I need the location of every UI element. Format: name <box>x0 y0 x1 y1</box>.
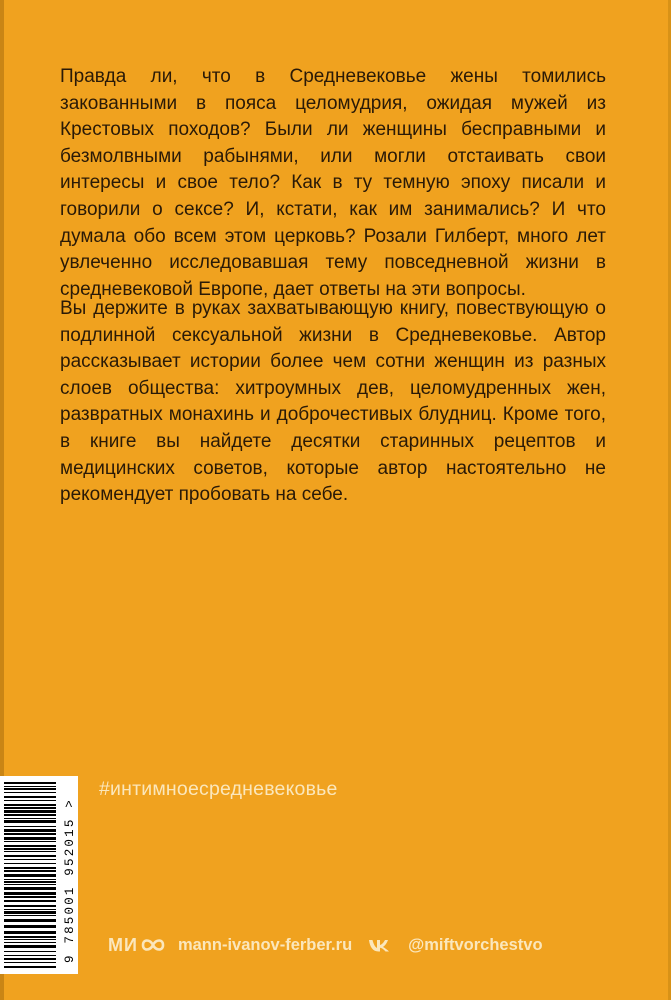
barcode-bar <box>4 786 56 787</box>
barcode-bar <box>4 870 56 872</box>
barcode-bar <box>4 782 56 784</box>
barcode-bar <box>4 855 56 857</box>
barcode-bar <box>4 942 56 943</box>
barcode-bar <box>4 833 56 835</box>
publisher-website[interactable]: mann-ivanov-ferber.ru <box>177 935 353 954</box>
barcode-bar <box>4 874 56 877</box>
barcode-bar <box>4 800 56 801</box>
social-handle[interactable]: @miftvorchestvo <box>408 935 543 954</box>
barcode-bar <box>4 945 56 948</box>
barcode-bar <box>4 925 56 928</box>
blurb-paragraph-2: Вы держите в руках захватывающую книгу, повествующую о подлинной сексуальной жизни в Средневековье. Автор рассказывает истории более чем сотни женщин из разных слоев общества: хитроумных дев, целомудренных жен, развратных монахинь и доброчестивых блудниц. Кроме того, в книге вы найдете десятки старинных рецептов и медицинских советов, которые автор настоятельно не рекомендует пробовать на себе. <box>60 298 606 506</box>
barcode-bar <box>4 900 56 902</box>
barcode-bar <box>4 796 56 798</box>
barcode-bar <box>4 851 56 852</box>
barcode-bar <box>4 955 56 956</box>
barcode-bar <box>4 879 56 880</box>
publisher-footer <box>108 930 543 960</box>
hashtag: #интимноесредневековье <box>99 778 338 800</box>
barcode-bar <box>4 881 56 883</box>
barcode-bar <box>4 837 56 840</box>
barcode-bar <box>4 962 56 963</box>
barcode-bar <box>4 818 56 819</box>
barcode-bar <box>4 820 56 823</box>
barcode-bar <box>4 966 56 968</box>
barcode-bar <box>4 863 56 864</box>
barcode-bar <box>4 814 56 816</box>
barcode-bar <box>4 896 56 898</box>
barcode-bar <box>4 884 56 885</box>
barcode-bar <box>4 939 56 940</box>
infinity-icon <box>140 937 166 953</box>
logo-text: МИ <box>108 934 138 955</box>
barcode-bar <box>4 826 56 827</box>
barcode-bar <box>4 792 56 793</box>
barcode-bar <box>4 958 56 960</box>
barcode-bar <box>4 905 56 907</box>
publisher-logo <box>108 935 166 956</box>
barcode-bar <box>4 951 56 952</box>
barcode-bar <box>4 807 56 809</box>
barcode-bar <box>4 829 56 832</box>
blurb-paragraph-1: Правда ли, что в Средневековье жены томились закованными в пояса целомудрия, ожидая мужей из Крестовых походов? Были ли женщины бесправными и безмолвными рабынями, или могли отстаивать свои интересы и свое тело? Как в ту темную эпоху писали и говорили о сексе? И, кстати, как им занимались? И что думала обо всем этом церковь? Розали Гилберт, много лет увлеченно исследовавшая тему повседневной жизни в средневековой Европе, дает ответы на эти вопросы. <box>60 66 606 300</box>
barcode-bar <box>4 931 56 934</box>
barcode-bar <box>4 892 56 895</box>
barcode-bar <box>4 867 56 869</box>
barcode-digits: 9 785001 952015 > <box>63 798 77 963</box>
barcode-bar <box>4 909 56 910</box>
barcode-bar <box>4 848 56 850</box>
barcode-bar <box>4 841 56 842</box>
barcode-bar <box>4 911 56 914</box>
vk-icon[interactable] <box>368 938 390 952</box>
barcode-bar <box>4 788 56 790</box>
barcode-bar <box>4 804 56 806</box>
isbn-barcode <box>0 776 78 974</box>
barcode-bar <box>4 887 56 890</box>
barcode-bar <box>4 919 56 922</box>
barcode-bar <box>4 845 56 847</box>
barcode-bar <box>4 810 56 813</box>
barcode-bar <box>4 915 56 916</box>
barcode-bars <box>0 776 60 974</box>
barcode-bar <box>4 859 56 860</box>
barcode-bar <box>4 936 56 938</box>
